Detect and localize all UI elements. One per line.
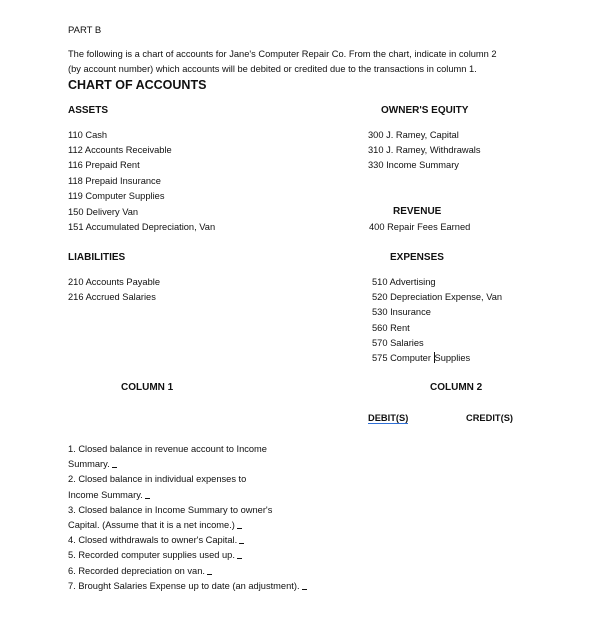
expenses-list (372, 275, 502, 366)
question-text: 6. Recorded depreciation on van. (68, 565, 205, 576)
question-line (68, 518, 307, 533)
list-item: 118 Prepaid Insurance (68, 175, 161, 186)
answer-blank[interactable] (237, 519, 242, 529)
list-item: 116 Prepaid Rent (68, 160, 140, 171)
chart-title: CHART OF ACCOUNTS (68, 78, 207, 92)
intro-line-2: (by account number) which accounts will be debited or credited due to the transactions in column 1. (68, 64, 477, 74)
owners-equity-list (368, 128, 480, 174)
credit-label: CREDIT(S) (466, 413, 513, 423)
question-text: 4. Closed withdrawals to owner's Capital. (68, 535, 238, 546)
list-item: 300 J. Ramey, Capital (368, 130, 459, 140)
answer-blank[interactable] (207, 565, 212, 575)
list-item: 400 Repair Fees Earned (369, 222, 471, 232)
list-item-with-cursor (372, 351, 502, 366)
revenue-heading: REVENUE (393, 206, 442, 217)
list-item: 112 Accounts Receivable (68, 145, 172, 156)
question-text: Capital. (Assume that it is a net income.) (68, 520, 235, 531)
list-item: 510 Advertising (372, 277, 436, 287)
list-item: 530 Insurance (372, 307, 431, 318)
revenue-list (369, 220, 470, 235)
question-text: Income Summary. (68, 489, 143, 500)
assets-heading: ASSETS (68, 105, 109, 116)
list-item: 216 Accrued Salaries (68, 292, 156, 303)
column2-heading: COLUMN 2 (430, 382, 483, 393)
column1-heading: COLUMN 1 (121, 382, 174, 393)
expenses-heading: EXPENSES (390, 252, 444, 263)
question-line: 1. Closed balance in revenue account to Income (68, 444, 267, 454)
answer-blank[interactable] (237, 549, 242, 559)
intro-line-1: The following is a chart of accounts for Jane's Computer Repair Co. From the chart, indicate in column 2 (68, 49, 497, 59)
question-line (68, 579, 307, 594)
question-text: Summary. (68, 459, 110, 470)
question-line (68, 488, 307, 503)
debit-text: DEBIT(S) (368, 413, 409, 423)
expense-item-text-b: Supplies (434, 353, 471, 364)
list-item: 210 Accounts Payable (68, 277, 161, 287)
list-item: 560 Rent (372, 322, 410, 333)
question-line (68, 548, 307, 563)
liabilities-heading: LIABILITIES (68, 252, 126, 263)
question-text: 5. Recorded computer supplies used up. (68, 550, 235, 561)
assets-list (68, 128, 215, 235)
answer-blank[interactable] (239, 534, 244, 544)
liabilities-list (68, 275, 160, 305)
questions-list (68, 442, 307, 594)
question-line (68, 533, 307, 548)
part-label: PART B (68, 25, 102, 36)
question-line: 2. Closed balance in individual expenses to (68, 474, 247, 485)
list-item: 119 Computer Supplies (68, 190, 165, 201)
question-text: 7. Brought Salaries Expense up to date (an adjustment). (68, 580, 300, 591)
list-item: 570 Salaries (372, 337, 424, 348)
answer-blank[interactable] (302, 580, 307, 590)
question-line: 3. Closed balance in Income Summary to owner's (68, 504, 273, 515)
list-item: 151 Accumulated Depreciation, Van (68, 222, 216, 233)
expense-item-text-a: 575 Computer (372, 353, 434, 364)
list-item: 310 J. Ramey, Withdrawals (368, 145, 481, 156)
debit-label (368, 413, 408, 423)
list-item: 520 Depreciation Expense, Van (372, 292, 503, 303)
question-line (68, 457, 307, 472)
list-item: 150 Delivery Van (68, 207, 139, 218)
owners-equity-heading: OWNER'S EQUITY (381, 105, 469, 116)
answer-blank[interactable] (112, 458, 117, 468)
answer-blank[interactable] (145, 489, 150, 499)
question-line (68, 564, 307, 579)
list-item: 110 Cash (68, 130, 108, 140)
list-item: 330 Income Summary (368, 160, 459, 171)
